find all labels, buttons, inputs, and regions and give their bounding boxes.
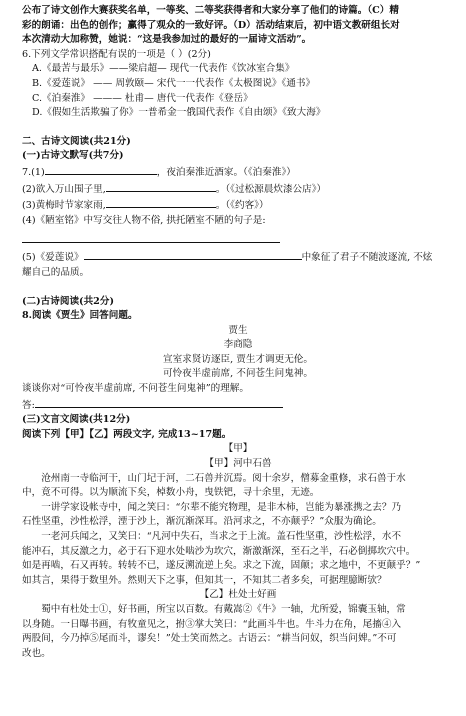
- q8-answer: [22, 397, 454, 414]
- q7-3-blank[interactable]: [106, 197, 216, 208]
- q8-answer-blank[interactable]: [35, 397, 283, 408]
- jia-p3-line: 如其言，果得于数里外。然则天下之事，但知其一，不知其二者多矣，可据理臆断欤？: [22, 574, 387, 586]
- q8-stem: 8.阅读《贾生》回答问题。: [22, 310, 138, 322]
- q6-stem: 6.下列文学常识搭配有误的一项是（ ）(2分): [22, 48, 211, 60]
- q8-question: 谈谈你对“可怜夜半虚前席, 不问苍生问鬼神”的理解。: [22, 383, 249, 395]
- poem-author: 李商隐: [223, 339, 253, 351]
- jia-p3-line: 能冲石，其反激之力，必于石下迎水处啮沙为坎穴，渐激渐深，至石之半，石必倒掷坎穴中。: [22, 545, 416, 557]
- section2-sub1: (一)古诗文默写(共7分): [22, 150, 124, 162]
- section2-title: 二、古诗文阅读(共21分): [22, 135, 131, 147]
- q8-answer-label: 答:: [22, 399, 35, 411]
- jia-label: 【甲】: [223, 443, 253, 455]
- section2-sub2: (二)古诗阅读(共2分): [22, 295, 114, 307]
- yi-title: 【乙】杜处士好画: [199, 589, 277, 601]
- q7-1-text: ，夜泊秦淮近酒家。（《泊秦淮》）: [156, 166, 296, 178]
- yi-p1-line: 改也。: [22, 647, 51, 659]
- yi-p1-line: 蜀中有杜处士①，好书画，所宝以百数。有戴嵩②《牛》一轴，尤所爱，锦囊玉轴，常: [41, 603, 406, 615]
- intro-line-2: 彩的朗诵：出色的创作；赢得了观众的一致好评。（D）活动结束后，初中语文教研组长对: [22, 19, 400, 31]
- q7-4-answer-line[interactable]: [22, 230, 280, 243]
- q7-2-blank[interactable]: [106, 181, 216, 192]
- q7-5-cont: 耀自己的品质。: [22, 266, 90, 278]
- q6-option-c: C.《泊秦淮》 ——— 杜甫— 唐代一代表作《登岳》: [32, 92, 253, 104]
- section2-sub3: (三)文言文阅读(共12分): [22, 414, 131, 426]
- q7-2: [22, 181, 454, 198]
- reading-head: 阅读下列【甲】【乙】两段文字, 完成13~17题。: [22, 428, 232, 440]
- jia-title: 【甲】河中石兽: [204, 458, 272, 470]
- q7-5: [22, 249, 454, 266]
- q6-option-d: D.《假如生活欺骗了你》一普希金一俄国代表作《自由颂》《致大海》: [32, 107, 326, 119]
- q7-5-blank[interactable]: [84, 249, 302, 260]
- poem-line-1: 宣室求贤访逐臣, 贾生才调更无伦。: [162, 353, 313, 365]
- intro-line-3: 本次清动大加称赞，她说：“这是我参加过的最好的一届诗文活动”。: [22, 34, 312, 46]
- jia-p1-line: 中，竟不可得。以为顺流下矣，棹数小舟，曳铁钯，寻十余里，无迹。: [22, 487, 320, 499]
- q7-1-label: 7.(1): [22, 166, 45, 178]
- jia-p2-line: 一讲学家设帐寺中，闻之笑曰：“尔辈不能究物理，是非木柿，岂能为暴涨携之去？乃: [41, 501, 402, 513]
- q6-option-a: A.《最苦与最乐》——梁启超— 现代一代表作《饮冰室合集》: [32, 63, 295, 75]
- q7-1: [22, 164, 454, 181]
- q7-5-text: 中象征了君子不随波逐流, 不炫: [301, 252, 433, 264]
- jia-p2-line: 石性坚重，沙性松浮，湮于沙上，渐沉渐深耳。沿河求之，不亦颠乎？”众服为确论。: [22, 516, 382, 528]
- q7-3-text: 。（《约客》）: [215, 200, 269, 212]
- poem-line-2: 可怜夜半虚前席, 不问苍生问鬼神。: [162, 368, 313, 380]
- q7-4: (4)《陋室铭》中写交往人物不俗, 拱托陋室不陋的句子是:: [22, 214, 266, 226]
- q6-option-b: B.《爱莲说》 —— 周敦颐— 宋代一一代表作《太极图说》《通书》: [32, 77, 316, 89]
- jia-p1-line: 沧州南一寺临河干，山门圮于河，二石兽并沉焉。阅十余岁，僧募金重修，求石兽于水: [41, 472, 406, 484]
- q7-5-label: (5)《爱莲说》: [22, 252, 84, 264]
- q7-2-text: 。（《过松源晨炊漆公店》）: [215, 183, 327, 195]
- poem-title: 贾生: [228, 324, 248, 336]
- jia-p3-line: 一老河兵闻之，又笑曰：“凡河中失石，当求之于上流。盖石性坚重，沙性松浮，水不: [41, 531, 402, 542]
- yi-p1-line: 两股间，今乃掉⑤尾而斗，谬矣！”处士笑而然之。古语云：“耕当问奴，织当问婢。”不可: [22, 633, 397, 645]
- intro-line-1: 公布了诗文创作大赛获奖名单，一等奖、二等奖获得者和大家分享了他们的诗篇。（C）精: [22, 5, 399, 16]
- yi-p1-line: 以身随。一日曝书画，有牧童见之，拊③掌大笑曰：“此画斗牛也。牛斗力在角，尾搐④入: [22, 618, 402, 630]
- jia-p3-line: 如是再啮，石又再转。转转不已，遂反溯流逆上矣。求之下流，固颠；求之地中，不更颠乎？”: [22, 560, 421, 572]
- q7-3-label: (3)黄梅时节家家雨,: [22, 200, 106, 212]
- q7-2-label: (2)欲入万山围子里,: [22, 183, 106, 195]
- q7-1-blank[interactable]: [45, 164, 157, 175]
- q7-3: [22, 197, 454, 214]
